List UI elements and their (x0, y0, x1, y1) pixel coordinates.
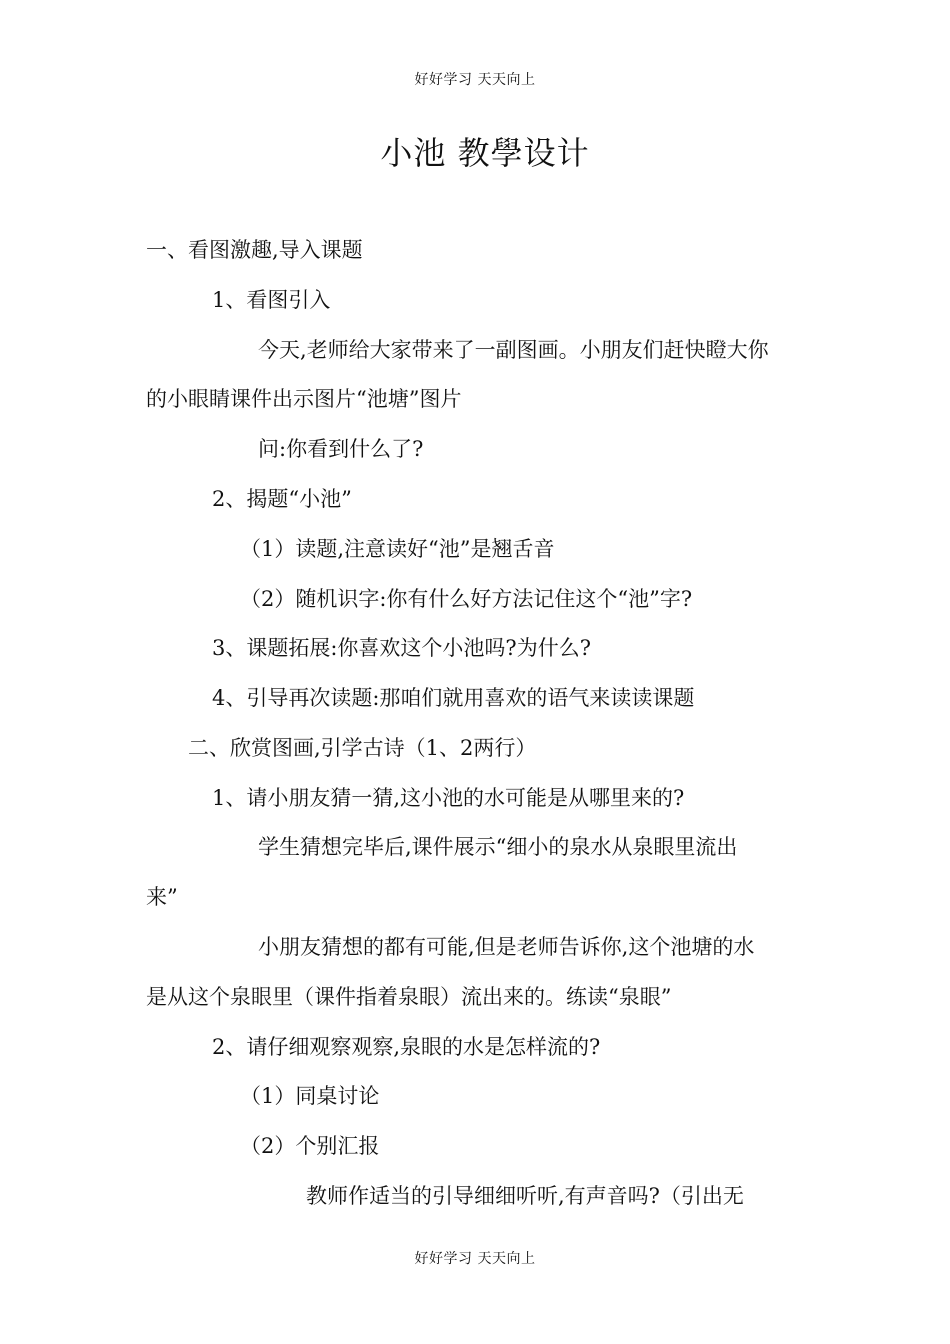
paragraph-line: 2、揭题“小池” (212, 487, 352, 511)
page-footer: 好好学习 天天向上 (414, 1251, 536, 1267)
paragraph-line: 来” (146, 885, 178, 909)
paragraph-line: 问:你看到什么了? (258, 437, 424, 461)
paragraph-line: （2）随机识字:你有什么好方法记住这个“池”字? (240, 587, 693, 611)
paragraph-line: 的小眼睛课件出示图片“池塘”图片 (146, 387, 462, 411)
page-header: 好好学习 天天向上 (414, 72, 536, 88)
paragraph-line: 今天,老师给大家带来了一副图画。小朋友们赶快瞪大你 (258, 338, 769, 362)
paragraph-line: 2、请仔细观察观察,泉眼的水是怎样流的? (212, 1035, 601, 1059)
paragraph-line: 1、请小朋友猜一猜,这小池的水可能是从哪里来的? (212, 786, 685, 810)
paragraph-line: 4、引导再次读题:那咱们就用喜欢的语气来读读课题 (212, 686, 695, 710)
paragraph-line: 学生猜想完毕后,课件展示“细小的泉水从泉眼里流出 (258, 835, 738, 859)
section-heading-2: 二、欣赏图画,引学古诗（1、2两行） (188, 736, 537, 760)
document-title: 小池 教學设计 (380, 134, 590, 172)
paragraph-line: （1）同桌讨论 (240, 1084, 380, 1108)
paragraph-line: 小朋友猜想的都有可能,但是老师告诉你,这个池塘的水 (258, 935, 755, 959)
section-heading-1: 一、看图激趣,导入课题 (146, 238, 363, 262)
paragraph-line: 1、看图引入 (212, 288, 331, 312)
paragraph-line: 教师作适当的引导细细听听,有声音吗?（引出无 (306, 1184, 744, 1208)
paragraph-line: 是从这个泉眼里（课件指着泉眼）流出来的。练读“泉眼” (146, 985, 672, 1009)
paragraph-line: （2）个别汇报 (240, 1134, 380, 1158)
paragraph-line: 3、课题拓展:你喜欢这个小池吗?为什么? (212, 636, 591, 660)
paragraph-line: （1）读题,注意读好“池”是翘舌音 (240, 537, 555, 561)
